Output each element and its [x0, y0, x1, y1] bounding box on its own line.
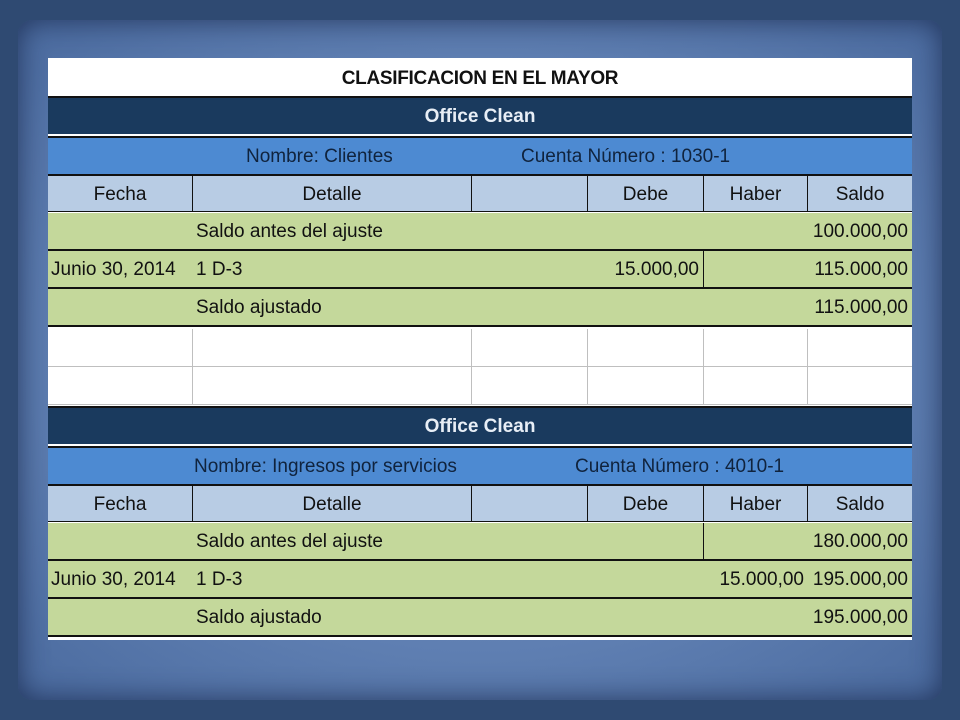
ledger1-row-2 — [48, 251, 912, 289]
ledger2-company: Office Clean — [48, 406, 912, 444]
row-saldo: 195.000,00 — [812, 569, 908, 590]
row-saldo: 180.000,00 — [812, 531, 908, 552]
blank-row-2 — [48, 367, 912, 405]
col-fecha-header: Fecha — [48, 486, 193, 521]
row-fecha: Junio 30, 2014 — [51, 569, 176, 590]
row-fecha: Junio 30, 2014 — [51, 259, 176, 280]
ledger2-account-band — [48, 446, 912, 484]
blank-cell — [472, 367, 588, 404]
ledger2-row-1 — [48, 523, 912, 561]
ledger1-row-3 — [48, 289, 912, 327]
blank-cell — [588, 329, 704, 366]
ledger1-row-1 — [48, 213, 912, 251]
row-detalle: 1 D-3 — [196, 259, 243, 280]
row-haber: 15.000,00 — [719, 569, 804, 590]
ledger2-row-2 — [48, 561, 912, 599]
ledger2-row-3 — [48, 599, 912, 637]
blank-cell — [704, 329, 808, 366]
col-debe-header: Debe — [588, 176, 704, 211]
row-saldo: 100.000,00 — [812, 221, 908, 242]
row-saldo: 115.000,00 — [814, 259, 908, 280]
row-saldo: 195.000,00 — [812, 607, 908, 628]
sheet-title: CLASIFICACION EN EL MAYOR — [48, 58, 912, 96]
col-saldo-header: Saldo — [835, 494, 885, 515]
row-detalle: Saldo antes del ajuste — [193, 523, 704, 559]
blank-cell — [48, 367, 193, 404]
ledger2-header-row — [48, 484, 912, 522]
col-fecha-header: Fecha — [48, 176, 193, 211]
ledger1-name-label: Nombre: Clientes — [246, 146, 393, 167]
ledger1-account-label: Cuenta Número : 1030-1 — [521, 146, 731, 167]
blank-cell — [588, 367, 704, 404]
col-blank-header — [472, 176, 588, 211]
blank-cell — [193, 329, 472, 366]
blank-cell — [704, 367, 808, 404]
blank-cell — [48, 329, 193, 366]
row-detalle: Saldo ajustado — [196, 607, 322, 628]
ledger1-company: Office Clean — [48, 96, 912, 134]
row-detalle: Saldo antes del ajuste — [196, 221, 383, 242]
ledger1-account-band — [48, 136, 912, 174]
ledger1-header-row — [48, 174, 912, 212]
col-haber-header: Haber — [704, 176, 808, 211]
col-blank-header — [472, 486, 588, 521]
row-saldo: 115.000,00 — [814, 297, 908, 318]
ledger2-account-label: Cuenta Número : 4010-1 — [575, 456, 785, 477]
blank-cell — [472, 329, 588, 366]
col-detalle-header: Detalle — [193, 176, 472, 211]
col-saldo-header: Saldo — [835, 184, 885, 205]
col-debe-header: Debe — [588, 486, 704, 521]
row-detalle: Saldo ajustado — [196, 297, 322, 318]
row-debe: 15.000,00 — [588, 251, 704, 287]
ledger-sheet — [48, 58, 912, 640]
col-haber-header: Haber — [704, 486, 808, 521]
blank-row-1 — [48, 329, 912, 367]
row-detalle: 1 D-3 — [196, 569, 243, 590]
ledger2-name-label: Nombre: Ingresos por servicios — [194, 456, 457, 477]
blank-cell — [193, 367, 472, 404]
col-detalle-header: Detalle — [193, 486, 472, 521]
